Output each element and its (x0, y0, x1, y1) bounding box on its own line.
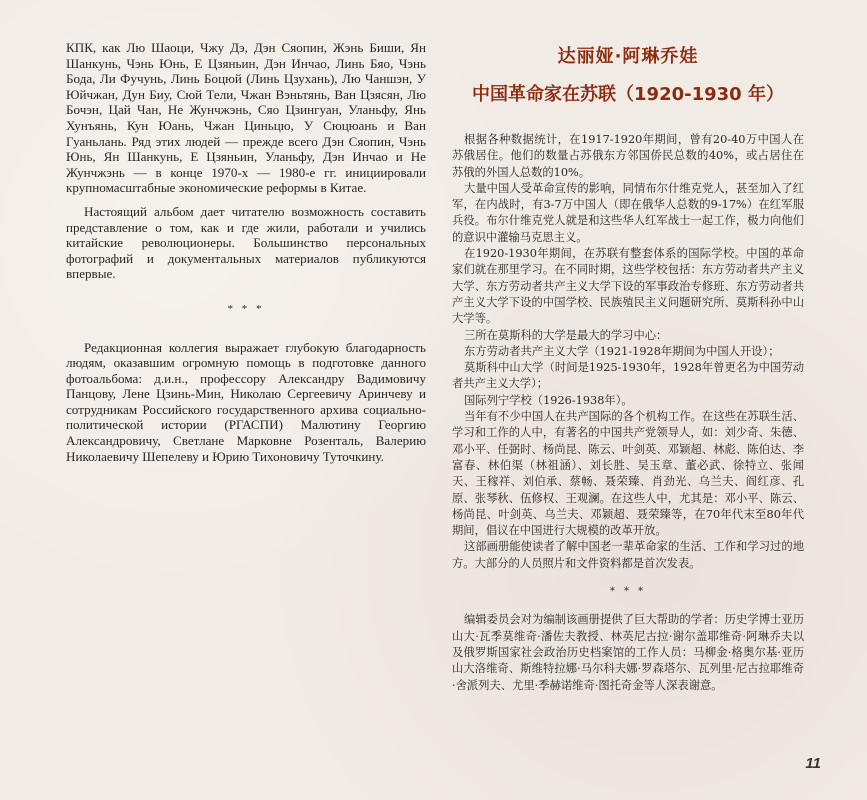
chinese-paragraph-8: 当年有不少中国人在共产国际的各个机构工作。在这些在苏联生活、学习和工作的人中，有著名的中国共产党领导人，如：刘少奇、朱德、邓小平、任弼时、杨尚昆、陈云、叶剑英、邓颖超、林彪、陈伯达、李富春、林伯渠（林祖涵）、刘长胜、吴玉章、董必武、徐特立、张闻天、王稼祥、刘伯承、蔡畅、聂荣臻、肖劲光、乌兰夫、阎红彦、孔原、张琴秋、伍修权、王观澜。在这些人中，尤其是：邓小平、陈云、杨尚昆、叶剑英、乌兰夫、邓颖超、聂荣臻等，在70年代末至80年代期间，倡议在中国进行大规模的改革开放。 (452, 410, 804, 538)
russian-text-column (66, 40, 426, 464)
section-divider-stars: * * * (227, 302, 265, 315)
article-title: 中国革命家在苏联（1920-1930 年） (472, 84, 784, 105)
chinese-paragraph-4: 三所在莫斯科的大学是最大的学习中心： (464, 328, 668, 342)
russian-paragraph-1: КПК, как Лю Шаоци, Чжу Дэ, Дэн Сяопин, Жэнь Биши, Ян Шанкунь, Чэнь Юнь, Е Цзяньин, Дэн Инчао, Линь Бяо, Чэнь Бода, Ли Фучунь, Линь Боцюй (Линь Цзухань), Лю Чаншэн, У Юйчжан, Дун Биу, Сюй Тели, Чжан Вэньтянь, Ван Цзясян, Лю Бочэн, Цай Чан, Не Жунчжэнь, Сяо Цзингуан, Уланьфу, Янь Хунъянь, Кун Юань, Чжан Циньцю, У Сюцюань и Ван Гуаньлань. Ряд этих людей — прежде всего Дэн Сяопин, Чэнь Юнь, Ян Шанкунь, Е Цзяньин, Уланьфу, Дэн Инчао и Не Жунчжэнь — в конце 1970-х — 1980-е гг. инициировали крупномасштабные экономические реформы в Китае. (66, 40, 426, 196)
chinese-acknowledgements: 编辑委员会对为编制该画册提供了巨大帮助的学者：历史学博士亚历山大·瓦季莫维奇·潘佐夫教授、林英尼古拉·谢尔盖耶维奇·阿琳乔夫以及俄罗斯国家社会政治历史档案馆的工作人员：马柳金·格奥尔基·亚历山大洛维奇、斯维特拉娜·马尔科夫娜·罗森塔尔、瓦列里·尼古拉耶维奇·舍派列夫、尤里·季赫诺维奇·图托奇金等人深表谢意。 (452, 613, 804, 692)
russian-acknowledgements: Редакционная коллегия выражает глубокую благодарность людям, оказавшим огромную помощь в подготовке данного фотоальбома: д.и.н., профессору Александру Вадимовичу Панцову, Лене Цзинь-Мин, Николаю Сергеевичу Аринчеву и сотрудникам Российского государственного архива социально-политической истории (РГАСПИ) Малютину Георгию Александровичу, Светлане Марковне Розенталь, Валерию Николаевичу Шепелеву и Юрию Тихоновичу Туточкину. (66, 339, 426, 464)
chinese-paragraph-2: 大量中国人受革命宣传的影响，同情布尔什维克党人，甚至加入了红军，在内战时，有3-7万中国人（即在俄华人总数的9-17%）在红军服兵役。布尔什维克党人就是和这些华人红军战士一起工作，极力向他们的意识中灌输马克思主义。 (452, 181, 804, 244)
russian-paragraph-2: Настоящий альбом дает читателю возможность составить представление о том, как и где жили, работали и учились китайские революционеры. Большинство персональных фотографий и документальных материалов публикуются впервые. (66, 203, 426, 282)
chinese-paragraph-1: 根据各种数据统计，在1917-1920年期间，曾有20-40万中国人在苏俄居住。他们的数量占苏俄东方邻国侨民总数的40%，或占居住在苏俄的外国人总数的10%。 (452, 133, 804, 179)
chinese-paragraph-9: 这部画册能使读者了解中国老一辈革命家的生活、工作和学习过的地方。大部分的人员照片和文件资料都是首次发表。 (452, 540, 804, 570)
chinese-paragraph-7: 国际列宁学校（1926-1938年）。 (464, 393, 633, 407)
chinese-section-divider-stars: * * * (609, 586, 647, 598)
page-number: 11 (805, 755, 821, 772)
chinese-text-column (452, 40, 804, 694)
chinese-paragraph-5: 东方劳动者共产主义大学（1921-1928年期间为中国人开设）； (464, 344, 780, 358)
chinese-paragraph-3: 在1920-1930年期间，在苏联有整套体系的国际学校。中国的革命家们就在那里学习。在不同时期，这些学校包括：东方劳动者共产主义大学、东方劳动者共产主义大学下设的军事政治专修班、东方劳动者共产主义大学下设的中国学校、民族殖民主义问题研究所、莫斯科孙中山大学等。 (452, 247, 804, 326)
article-author: 达丽娅·阿琳乔娃 (557, 46, 699, 67)
chinese-paragraph-6: 莫斯科中山大学（时间是1925-1930年，1928年曾更名为中国劳动者共产主义大学）； (452, 361, 804, 391)
chinese-body (452, 132, 804, 694)
